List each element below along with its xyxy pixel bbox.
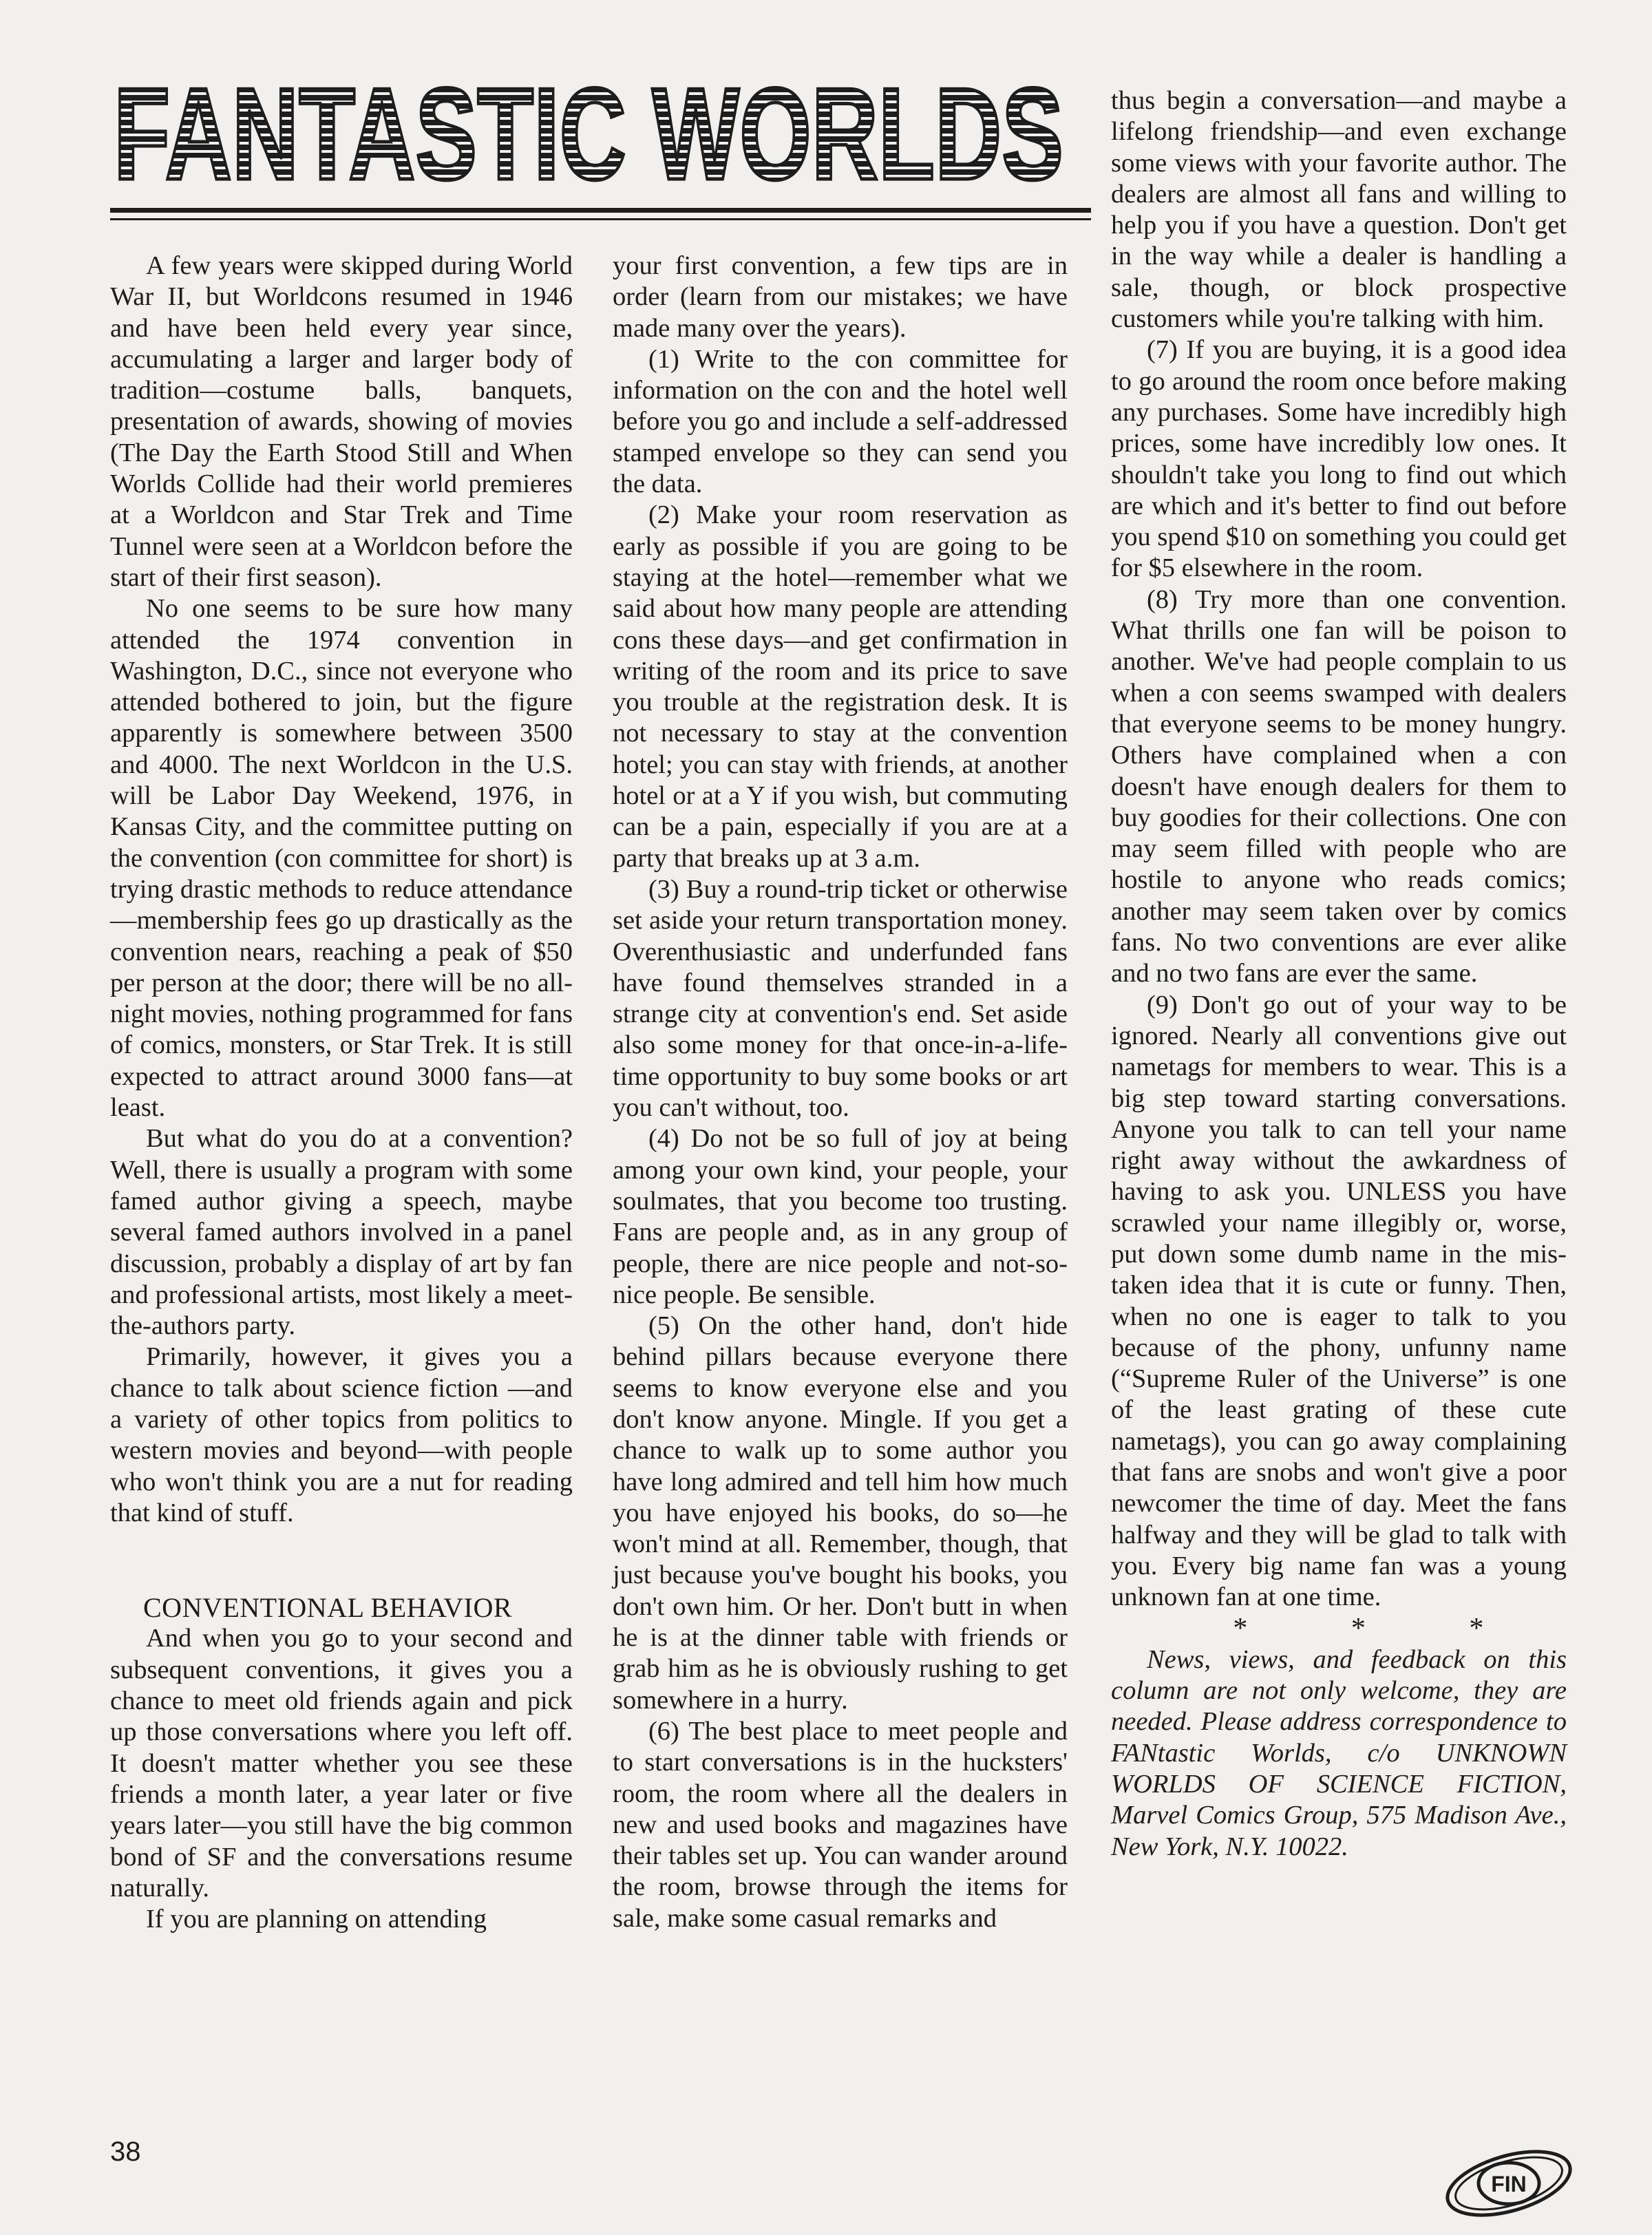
fin-logo-text: FIN (1491, 2172, 1527, 2196)
paragraph: Primarily, however, it gives you a chance to talk about science fiction —and a variety of other topics from politics to western movies and beyond—with people who won't think you are a nut for reading that kind of stuff. (110, 1342, 573, 1527)
paragraph: (1) Write to the con committee for information on the con and the hotel well before you go and include a self-addressed stamped envelope so they can send you the data. (613, 344, 1068, 499)
paragraph: (3) Buy a round-trip ticket or otherwise set aside your return transportation money. Overenthusiastic and underfunded fans have found themselves stranded in a strange city at convention's end. Set aside also some money for that once-in-a-lifetime opportunity to buy some books or art you can't without, too. (613, 874, 1068, 1123)
paragraph: (9) Don't go out of your way to be ignored. Nearly all conventions give out nametags for members to wear. This is a big step toward starting conversations. Anyone you talk to can tell your name right away without the awkardness of having to ask you. UNLESS you have scrawled your name illegibly or, worse, put down some dumb name in the mistaken idea that it is cute or funny. Then, when no one is eager to talk to you because of the phony, unfunny name (“Supreme Ruler of the Universe” is one of the least grating of these cute nametags), you can go away complaining that fans are snobs and won't give a poor newcomer the time of day. Meet the fans halfway and they will be glad to talk with you. Every big name fan was a young unknown fan at one time. (1111, 990, 1567, 1612)
paragraph: A few years were skipped during World War II, but Worldcons resumed in 1946 and have been held every year since, accumulating a larger and larger body of tradition—costume balls, banquets, presentation of awards, showing of movies (The Day the Earth Stood Still and When Worlds Collide had their world premieres at a Worldcon and Star Trek and Time Tunnel were seen at a Worldcon before the start of their first season). (110, 251, 573, 592)
page-number: 38 (110, 2137, 141, 2167)
title-rule-thick (110, 208, 1091, 213)
paragraph: But what do you do at a convention? Well, there is usually a program with some famed author giving a speech, maybe several famed authors involved in a panel discussion, probably a display of art by fan and professional artists, most likely a meet-the-authors party. (110, 1124, 573, 1341)
paragraph: (2) Make your room reservation as early as possible if you are going to be staying at the hotel—remember what we said about how many people are attending cons these days—and get confirmation in writing of the room and its price to save you trouble at the registration desk. It is not necessary to stay at the convention hotel; you can stay with friends, at another hotel or at a Y if you wish, but commuting can be a pain, especially if you are at a party that breaks up at 3 a.m. (613, 500, 1068, 873)
paragraph: No one seems to be sure how many attended the 1974 convention in Washington, D.C., since not everyone who attended bothered to join, but the figure apparently is somewhere between 3500 and 4000. The next Worldcon in the U.S. will be Labor Day Weekend, 1976, in Kansas City, and the committee putting on the convention (con committee for short) is trying drastic methods to reduce attendance—membership fees go up drastically as the convention nears, reaching a peak of $50 per person at the door; there will be no all-night movies, nothing programmed for fans of comics, monsters, or Star Trek. It is still expected to attract around 3000 fans—at least. (110, 594, 573, 1123)
column-3 (1111, 85, 1567, 1863)
paragraph: And when you go to your second and subsequent conventions, it gives you a chance to meet old friends again and pick up those conversations where you left off. It doesn't matter whether you see these friends a month later, a year later or five years later—you still have the big common bond of SF and the conversations resume naturally. (110, 1624, 573, 1903)
masthead-text: FANTASTIC WORLDS (114, 76, 1063, 193)
masthead-title (110, 76, 1067, 193)
paragraph: (4) Do not be so full of joy at being among your own kind, your people, your soulmates, that you become too trusting. Fans are people and, as in any group of people, there are nice people and not-so-nice people. Be sensible. (613, 1124, 1068, 1309)
column-1 (110, 251, 573, 1935)
paragraph: If you are planning on attending (145, 1905, 487, 1934)
section-separator: * * * (1233, 1612, 1532, 1644)
editorial-note: News, views, and feedback on this column are not only welcome, they are needed. Please address correspondence to FANtastic Worlds, c/o UNKNOWN WORLDS OF SCIENCE FICTION, Marvel Comics Group, 575 Madison Ave., New York, N.Y. 10022. (1111, 1644, 1567, 1861)
paragraph: (5) On the other hand, don't hide behind pillars because everyone there seems to know everyone else and you don't know anyone. Mingle. If you get a chance to walk up to some author you have long admired and tell him how much you have enjoyed his books, do so—he won't mind at all. Remember, though, that just because you've bought his books, you don't own him. Or her. Don't butt in when he is at the dinner table with friends or grab him as he is obviously rushing to get somewhere in a hurry. (613, 1311, 1068, 1715)
paragraph: (6) The best place to meet people and to start conversations is in the hucksters' room, the room where all the dealers in new and used books and magazines have their tables set up. You can wander around the room, browse through the items for sale, make some casual remarks and (613, 1716, 1068, 1933)
paragraph: (8) Try more than one convention. What thrills one fan will be poison to another. We've had people complain to us when a con seems swamped with dealers that everyone seems to be money hungry. Others have complained when a con doesn't have enough dealers for them to buy goodies for their collections. One con may seem filled with people who are hostile to anyone who reads comics; another may seem taken over by comics fans. No two conventions are ever alike and no two fans are ever the same. (1111, 584, 1567, 988)
section-heading: CONVENTIONAL BEHAVIOR (143, 1592, 513, 1624)
paragraph: (7) If you are buying, it is a good idea to go around the room once before making any purchases. Some have incredibly high prices, some have incredibly low ones. It shouldn't take you long to find out which are which and it's better to find out before you spend $10 on something you could get for $5 elsewhere in the room. (1111, 335, 1567, 583)
paragraph: your first convention, a few tips are in order (learn from our mistakes; we have made many over the years). (613, 251, 1068, 343)
paragraph: thus begin a conversation—and maybe a lifelong friendship—and even exchange some views with your favorite author. The dealers are almost all fans and willing to help you if you have a question. Don't get in the way while a dealer is handling a sale, though, or block prospective customers while you're talking with him. (1111, 86, 1567, 334)
fin-logo (1440, 2148, 1578, 2220)
column-2 (613, 251, 1068, 1934)
title-rule-thin (110, 218, 1091, 220)
